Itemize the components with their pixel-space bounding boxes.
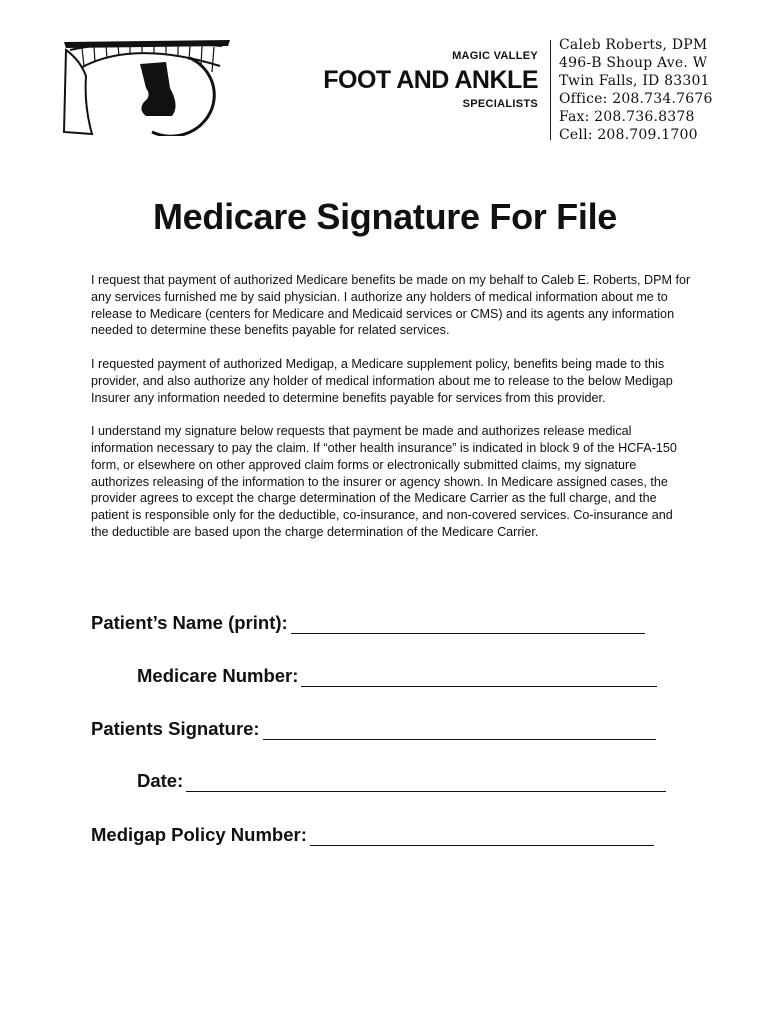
medigap-policy-field[interactable] (91, 824, 654, 846)
medicare-number-line[interactable] (301, 668, 657, 687)
page-title: Medicare Signature For File (152, 196, 617, 237)
date-line[interactable] (186, 773, 666, 792)
paragraph: I understand my signature below requests that payment be made and authorizes release medical information necessary to pay the claim. If “other health insurance” is indicated in block 9 of the HCFA-150 form, or elsewhere on other approved claim forms or electronically submitted claims, my signature authorizes releasing of the information to the insurer or agency shown. In Medicare assigned cases, the provider agrees to except the charge determination of the Medicare Carrier as the full charge, and the patient is responsible only for the deductible, co-insurance, and non-covered services. Co-insurance and the deductible are based upon the charge determination of the Medicare Carrier. (91, 424, 677, 539)
contact-block (559, 36, 713, 144)
contact-line: Cell: 208.709.1700 (559, 127, 698, 143)
patient-signature-label: Patients Signature: (91, 718, 260, 739)
medigap-policy-label: Medigap Policy Number: (91, 824, 307, 845)
patient-signature-line[interactable] (263, 721, 656, 740)
medicare-number-label: Medicare Number: (137, 665, 299, 686)
medicare-number-field[interactable] (137, 665, 657, 687)
bridge-foot-logo-icon (62, 36, 232, 136)
org-name-line3: SPECIALISTS (462, 98, 538, 110)
patient-signature-field[interactable] (91, 718, 656, 740)
date-field[interactable] (137, 770, 666, 792)
paragraph: I requested payment of authorized Medigap, a Medicare supplement policy, benefits being made to this provider, and also authorize any holder of medical information about me to release to the below Medigap Insurer any information needed to determine benefits payable for services from this provider. (91, 356, 673, 405)
contact-line: Caleb Roberts, DPM (559, 37, 708, 53)
header-divider (550, 40, 551, 140)
contact-line: Fax: 208.736.8378 (559, 109, 695, 125)
date-label: Date: (137, 770, 184, 791)
contact-line: 496-B Shoup Ave. W (559, 55, 708, 71)
medigap-policy-line[interactable] (310, 827, 654, 846)
patient-name-field[interactable] (91, 612, 645, 634)
paragraph: I request that payment of authorized Medicare benefits be made on my behalf to Caleb E. Roberts, DPM for any services furnished me by said physician. I authorize any holders of medical information about me to release to Medicare (centers for Medicare and Medicaid services or CMS) and its agents any information needed to determine these benefits payable for related services. (91, 273, 691, 338)
org-name-line2: FOOT AND ANKLE (323, 66, 538, 94)
patient-name-label: Patient’s Name (print): (91, 612, 288, 633)
body-text (91, 272, 691, 558)
org-name-line1: MAGIC VALLEY (452, 50, 538, 62)
contact-line: Office: 208.734.7676 (559, 91, 713, 107)
patient-name-line[interactable] (291, 615, 645, 634)
contact-line: Twin Falls, ID 83301 (559, 73, 710, 89)
